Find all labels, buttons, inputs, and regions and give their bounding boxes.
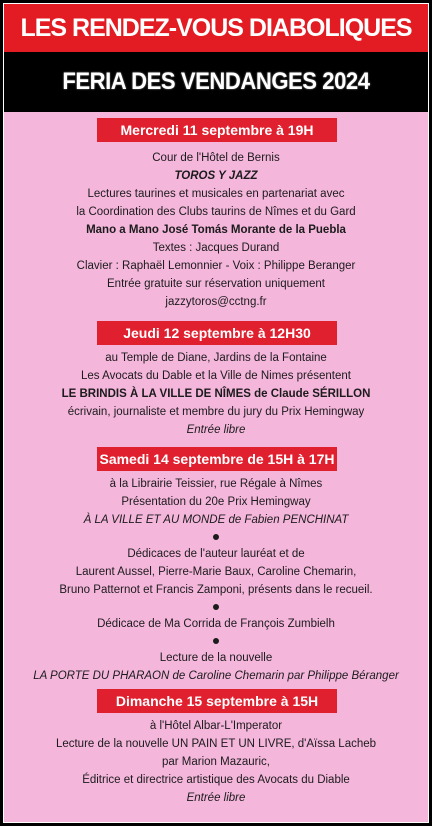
event-line: À LA VILLE ET AU MONDE de Fabien PENCHINAT <box>83 514 349 526</box>
event-line: Clavier : Raphaël Lemonnier - Voix : Philippe Beranger <box>76 260 356 272</box>
event-line: Laurent Aussel, Pierre-Marie Baux, Caroline Chemarin, <box>75 566 357 578</box>
event-line: au Temple de Diane, Jardins de la Fontaine <box>105 352 327 364</box>
event-line: Lecture de la nouvelle <box>159 652 273 664</box>
event-line: Présentation du 20e Prix Hemingway <box>121 496 311 508</box>
event-line: Mano a Mano José Tomás Morante de la Puebla <box>86 224 346 236</box>
event-line: Éditrice et directrice artistique des Avocats du Diable <box>82 774 350 786</box>
event-details-thursday <box>4 349 428 439</box>
separator-dot <box>4 633 428 649</box>
poster-title: LES RENDEZ-VOUS DIABOLIQUES <box>4 4 428 52</box>
event-line: Entrée libre <box>186 424 246 436</box>
event-line: Dédicace de Ma Corrida de François Zumbielh <box>97 618 335 630</box>
event-details-sunday <box>4 717 428 807</box>
event-line: Lecture de la nouvelle UN PAIN ET UN LIVRE, d'Aïssa Lacheb <box>55 738 377 750</box>
event-line: par Marion Mazauric, <box>161 756 270 768</box>
event-line: Les Avocats du Dable et la Ville de Nimes présentent <box>81 370 351 382</box>
separator-dot <box>4 529 428 545</box>
event-line: Cour de l'Hôtel de Bernis <box>152 152 280 164</box>
event-line: à la Librairie Teissier, rue Régale à Nîmes <box>109 478 323 490</box>
event-line: LA PORTE DU PHARAON de Caroline Chemarin par Philippe Béranger <box>33 670 399 682</box>
separator-dot <box>4 599 428 615</box>
event-line: Lectures taurines et musicales en partenariat avec <box>87 188 345 200</box>
event-date-wednesday: Mercredi 11 septembre à 19H <box>97 118 337 142</box>
subtitle-text: FERIA DES VENDANGES 2024 <box>62 68 370 95</box>
poster-subtitle <box>4 52 428 112</box>
event-line: Bruno Patternot et Francis Zamponi, présents dans le recueil. <box>59 584 373 596</box>
event-line: Entrée libre <box>186 792 246 804</box>
event-line: Dédicaces de l'auteur lauréat et de <box>127 548 305 560</box>
event-line: Entrée gratuite sur réservation uniquement <box>107 278 325 290</box>
event-line: à l'Hôtel Albar-L'Imperator <box>149 720 283 732</box>
event-line: LE BRINDIS À LA VILLE DE NÎMES de Claude SÉRILLON <box>61 388 371 400</box>
event-line: Textes : Jacques Durand <box>152 242 280 254</box>
event-date-sunday: Dimanche 15 septembre à 15H <box>97 689 337 713</box>
event-date-saturday: Samedi 14 septembre de 15H à 17H <box>97 447 337 471</box>
event-line: la Coordination des Clubs taurins de Nîmes et du Gard <box>76 206 356 218</box>
event-details-wednesday <box>4 149 428 311</box>
poster <box>3 3 429 823</box>
event-line: jazzytoros@cctng.fr <box>165 296 267 308</box>
event-line: écrivain, journaliste et membre du jury du Prix Hemingway <box>67 406 365 418</box>
event-line: TOROS Y JAZZ <box>174 170 258 182</box>
event-date-thursday: Jeudi 12 septembre à 12H30 <box>97 321 337 345</box>
event-details-saturday <box>4 475 428 685</box>
